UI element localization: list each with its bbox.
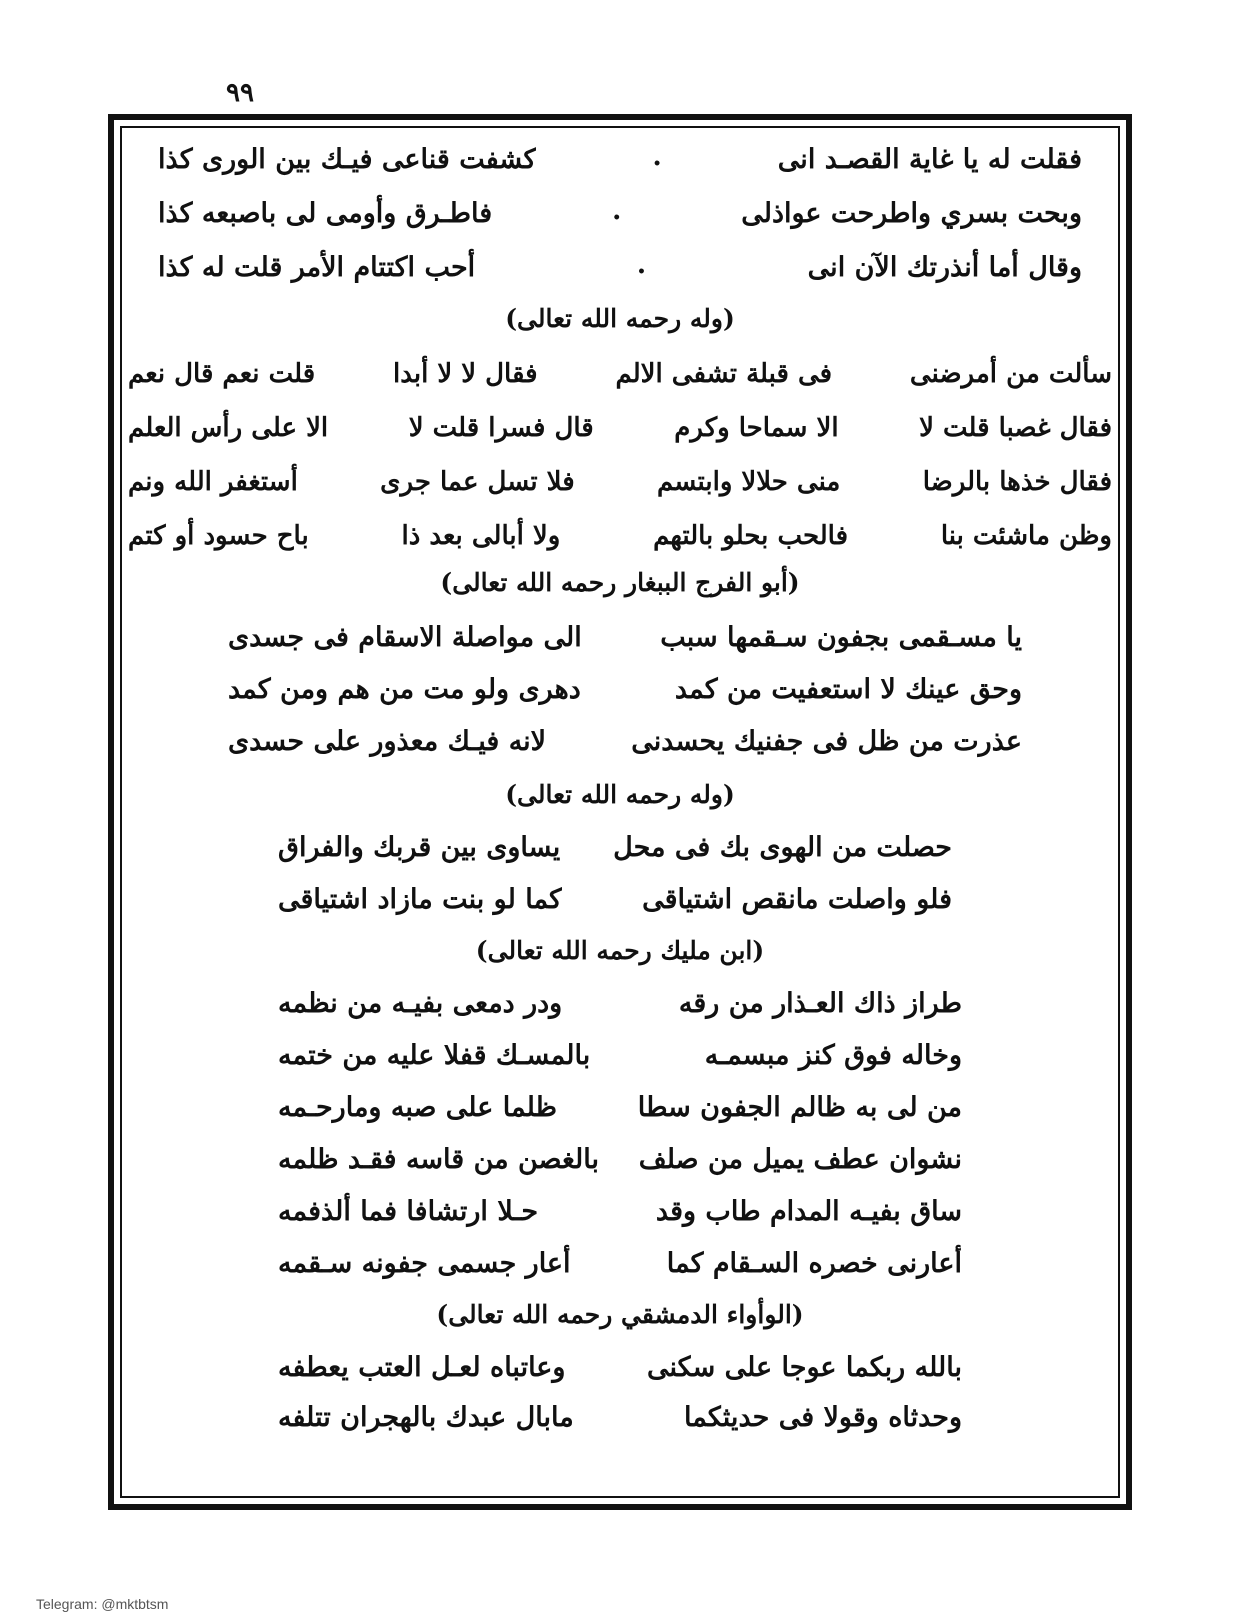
verse-right: فلو واصلت مانقص اشتياقى bbox=[642, 884, 952, 915]
verse-line bbox=[278, 828, 952, 868]
section-heading: (أبو الفرج الببغار رحمه الله تعالى) bbox=[440, 568, 800, 597]
verse-line bbox=[128, 408, 1112, 448]
verse-segment: فلا تسل عما جرى bbox=[380, 467, 575, 497]
verse-left: أحب اكتتام الأمر قلت له كذا bbox=[158, 252, 476, 283]
verse-left: دهرى ولو مت من هم ومن كمد bbox=[228, 674, 581, 705]
verse-left: فاطـرق وأومى لى باصبعه كذا bbox=[158, 198, 493, 229]
verse-line bbox=[228, 722, 1022, 762]
section-heading: (وله رحمه الله تعالى) bbox=[505, 780, 735, 809]
verse-line bbox=[278, 1140, 962, 1180]
section-heading: (الوأواء الدمشقي رحمه الله تعالى) bbox=[436, 1300, 804, 1329]
verse-left: حـلا ارتشافا فما ألذفمه bbox=[278, 1196, 539, 1227]
verse-segment: قال فسرا قلت لا bbox=[408, 413, 594, 443]
verse-line bbox=[278, 1348, 962, 1388]
verse-segment: سألت من أمرضنى bbox=[909, 359, 1112, 389]
verse-right: وخاله فوق كنز مبسمـه bbox=[704, 1040, 962, 1071]
verse-right: طراز ذاك العـذار من رقه bbox=[678, 988, 962, 1019]
verse-right: يا مسـقمى بجفون سـقمها سبب bbox=[660, 622, 1022, 653]
verse-segment: الا على رأس العلم bbox=[128, 413, 329, 443]
page-content bbox=[128, 136, 1112, 1492]
verse-line bbox=[278, 984, 962, 1024]
verse-right: حصلت من الهوى بك فى محل bbox=[613, 832, 952, 863]
verse-left: لانه فيـك معذور على حسدى bbox=[228, 726, 547, 757]
verse-segment: أستغفر الله ونم bbox=[128, 467, 298, 497]
verse-segment: فقال غصبا قلت لا bbox=[919, 413, 1112, 443]
verse-line bbox=[228, 670, 1022, 710]
verse-left: ظلما على صبه ومارحـمه bbox=[278, 1092, 558, 1123]
verse-right: عذرت من ظل فى جفنيك يحسدنى bbox=[631, 726, 1022, 757]
verse-left: ودر دمعى بفيـه من نظمه bbox=[278, 988, 563, 1019]
verse-left: بالغصن من قاسه فقـد ظلمه bbox=[278, 1144, 599, 1175]
verse-line bbox=[158, 194, 1082, 238]
verse-left: أعار جسمى جفونه سـقمه bbox=[278, 1248, 571, 1279]
verse-segment: وظن ماشئت بنا bbox=[940, 521, 1112, 551]
verse-left: الى مواصلة الاسقام فى جسدى bbox=[228, 622, 582, 653]
verse-line bbox=[228, 618, 1022, 658]
verse-right: وحدثاه وقولا فى حديثكما bbox=[684, 1402, 962, 1433]
verse-line bbox=[278, 1088, 962, 1128]
verse-segment: فالحب بحلو بالتهم bbox=[653, 521, 849, 551]
footer-watermark: Telegram: @mktbtsm bbox=[36, 1596, 169, 1612]
verse-separator: • bbox=[612, 210, 622, 226]
verse-segment: الا سماحا وكرم bbox=[674, 413, 839, 443]
verse-right: من لى به ظالم الجفون سطا bbox=[637, 1092, 962, 1123]
verse-right: ساق بفيـه المدام طاب وقد bbox=[655, 1196, 962, 1227]
verse-separator: • bbox=[652, 156, 662, 172]
verse-segment: باح حسود أو كتم bbox=[128, 521, 309, 551]
verse-segment: ولا أبالى بعد ذا bbox=[401, 521, 561, 551]
verse-right: وحق عينك لا استعفيت من كمد bbox=[674, 674, 1022, 705]
verse-right: نشوان عطف يميل من صلف bbox=[638, 1144, 962, 1175]
verse-separator: • bbox=[636, 264, 646, 280]
verse-right: بالله ربكما عوجا على سكنى bbox=[647, 1352, 962, 1383]
verse-left: كما لو بنت مازاد اشتياقى bbox=[278, 884, 562, 915]
verse-line bbox=[278, 1244, 962, 1284]
verse-segment: قلت نعم قال نعم bbox=[128, 359, 316, 389]
verse-line bbox=[278, 1398, 962, 1438]
verse-segment: فى قبلة تشفى الالم bbox=[615, 359, 833, 389]
verse-right: فقلت له يا غاية القصـد انى bbox=[777, 144, 1082, 175]
section-heading: (وله رحمه الله تعالى) bbox=[505, 304, 735, 333]
verse-line bbox=[128, 354, 1112, 394]
verse-right: وقال أما أنذرتك الآن انى bbox=[807, 252, 1082, 283]
verse-left: كشفت قناعى فيـك بين الورى كذا bbox=[158, 144, 537, 175]
verse-left: يساوى بين قربك والفراق bbox=[278, 832, 561, 863]
verse-line bbox=[158, 248, 1082, 292]
section-heading: (ابن مليك رحمه الله تعالى) bbox=[475, 936, 765, 965]
verse-right: أعارنى خصره السـقام كما bbox=[666, 1248, 962, 1279]
verse-right: وبحت بسري واطرحت عواذلى bbox=[741, 198, 1082, 229]
verse-line bbox=[128, 516, 1112, 556]
verse-line bbox=[278, 1036, 962, 1076]
verse-left: وعاتباه لعـل العتب يعطفه bbox=[278, 1352, 566, 1383]
verse-segment: فقال لا لا أبدا bbox=[393, 359, 538, 389]
verse-segment: منى حلالا وابتسم bbox=[657, 467, 841, 497]
verse-line bbox=[278, 1192, 962, 1232]
verse-line bbox=[278, 880, 952, 920]
verse-left: مابال عبدك بالهجران تتلفه bbox=[278, 1402, 574, 1433]
verse-line bbox=[158, 140, 1082, 184]
verse-segment: فقال خذها بالرضا bbox=[922, 467, 1112, 497]
page-number: ٩٩ bbox=[226, 78, 254, 108]
verse-left: بالمسـك قفلا عليه من ختمه bbox=[278, 1040, 591, 1071]
verse-line bbox=[128, 462, 1112, 502]
